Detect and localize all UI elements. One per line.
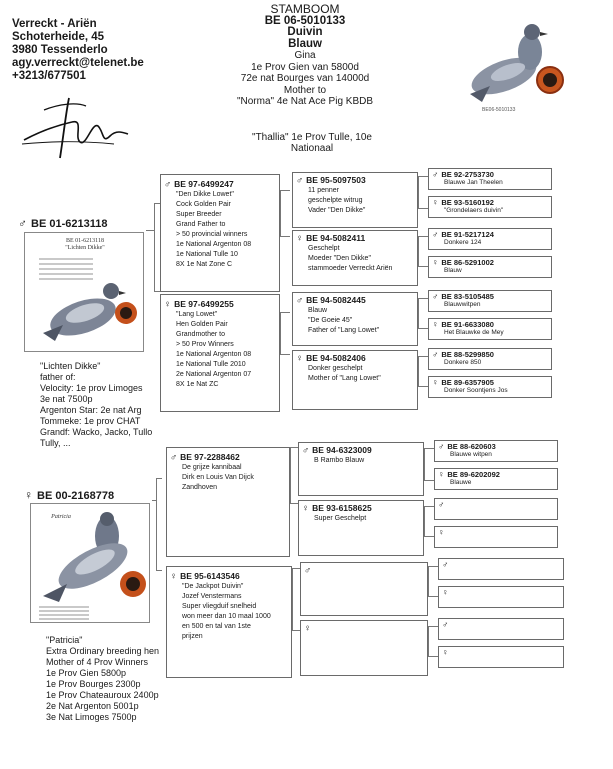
subject-sex: Duivin (287, 26, 323, 38)
female-icon: ♀ (170, 571, 178, 582)
info-line: Super vliegduif snelheid (182, 603, 257, 610)
info-line: Father of "Lang Lowet" (308, 327, 380, 334)
ring-number: BE 97-6499255 (174, 299, 234, 309)
ring-number: BE 95-6143546 (180, 571, 240, 581)
subject-name: Gina (294, 50, 316, 61)
ring-number: BE 94-5082406 (306, 353, 366, 363)
ring-number: BE 93-5160192 (441, 198, 494, 207)
info-line: 1e National Argenton 08 (176, 241, 252, 248)
male-icon: ♂ (302, 445, 310, 456)
sire-card-ring: BE 01-6213118 (66, 238, 104, 244)
info-line: Blauwe Jan Theelen (444, 179, 503, 186)
male-icon: ♂ (432, 349, 439, 359)
ring-number: BE 86-5291002 (441, 258, 494, 267)
pedigree-box-gen3 (428, 376, 552, 398)
info-line: stammoeder Verreckt Ariën (308, 265, 393, 272)
pedigree-box-gen2-empty (300, 562, 428, 616)
male-icon: ♂ (442, 559, 449, 569)
info-line: Mother of "Lang Lowet" (308, 375, 381, 382)
dam-desc-line: 1e Prov Chateauroux 2400p (46, 690, 159, 700)
dam-desc-line: 2e Nat Argenton 5001p (46, 701, 139, 711)
info-line: Blauw (444, 267, 462, 274)
subject-photo-caption: BE06-5010133 (482, 107, 516, 113)
ring-number: BE 89-6357905 (441, 378, 494, 387)
sire-desc-line: Tully, ... (40, 438, 71, 448)
info-line: Blauwe (450, 479, 472, 486)
info-line: Geschelpt (308, 245, 340, 252)
sire-desc-line: 3e nat 7500p (40, 394, 93, 404)
info-line: > 50 Prov Winners (176, 341, 234, 348)
male-icon: ♂ (438, 499, 445, 509)
dam-desc-line: 3e Nat Limoges 7500p (46, 712, 137, 722)
pedigree-box-gen3 (434, 440, 558, 462)
pedigree-box-gen3-empty (438, 646, 564, 668)
signature (14, 92, 134, 162)
info-line: Hen Golden Pair (176, 321, 228, 328)
dam-photo-card (30, 503, 150, 623)
pigeon-image (460, 14, 565, 109)
female-icon: ♀ (302, 503, 310, 514)
ring-number: BE 94-6323009 (312, 445, 372, 455)
pedigree-box-gen2 (292, 230, 418, 286)
female-icon: ♀ (432, 257, 439, 267)
dam-desc-line: Mother of 4 Prov Winners (46, 657, 149, 667)
info-line: "De Jackpot Duivin" (182, 583, 244, 590)
info-line: Dirk en Louis Van Dijck (182, 474, 254, 481)
info-line: geschelpte witrug (308, 197, 363, 204)
subject-photo (460, 14, 565, 122)
male-icon: ♂ (18, 216, 27, 230)
male-icon: ♂ (170, 452, 178, 463)
pedigree-box-gen3 (428, 168, 552, 190)
info-line: 1e National Tulle 2010 (176, 361, 246, 368)
pedigree-box-gen3 (434, 468, 558, 490)
info-line: Super Breeder (176, 211, 222, 218)
female-icon: ♀ (304, 623, 312, 634)
info-line: en 500 en tal van 1ste (182, 623, 251, 630)
male-icon: ♂ (296, 295, 304, 306)
info-line: 8X 1e Nat Zone C (176, 261, 233, 268)
info-line: Donkere 124 (444, 239, 482, 246)
ring-number: BE 91-6633080 (441, 320, 494, 329)
info-line: 8X 1e Nat ZC (176, 381, 219, 388)
info-line: Blauw (308, 307, 328, 314)
owner-phone: +3213/677501 (12, 70, 86, 82)
female-icon: ♀ (438, 469, 445, 479)
sire-desc-line: Grandf: Wacko, Jacko, Tullo (40, 427, 153, 437)
ring-number: BE 83-5105485 (441, 292, 494, 301)
info-line: "Grondelaers duivin" (444, 207, 504, 214)
sire-desc-line: Tommeke: 1e prov CHAT (40, 416, 141, 426)
info-line: 2e National Argenton 07 (176, 371, 252, 378)
pedigree-box-gen2 (292, 350, 418, 410)
info-line: "Den Dikke Lowet" (176, 191, 234, 198)
info-line: Super Geschelpt (314, 515, 367, 522)
ring-number: BE 94-5082445 (306, 295, 366, 305)
pedigree-box-gen3-empty (434, 526, 558, 548)
male-icon: ♂ (432, 229, 439, 239)
ring-number: BE 91-5217124 (441, 230, 494, 239)
female-icon: ♀ (164, 299, 172, 310)
mother-note: "Thallia" 1e Prov Tulle, 10e Nationaal (252, 132, 372, 154)
sire-description (40, 361, 152, 449)
info-line: Het Blauwke de Mey (444, 329, 504, 336)
sire-desc-line: Velocity: 1e prov Limoges (40, 383, 143, 393)
pedigree-box-gen2-empty (300, 620, 428, 676)
owner-street: Schoterheide, 45 (12, 31, 105, 43)
pedigree-box-gen3 (428, 290, 552, 312)
pedigree-box-sire-dam (160, 294, 280, 412)
male-icon: ♂ (296, 175, 304, 186)
ring-number: BE 97-2288462 (180, 452, 240, 462)
female-icon: ♀ (296, 353, 304, 364)
info-line: "Lang Lowet" (176, 311, 218, 318)
pedigree-box-gen3-empty (438, 586, 564, 608)
female-icon: ♀ (296, 233, 304, 244)
dam-desc-line: 1e Prov Bourges 2300p (46, 679, 141, 689)
info-line: Zandhoven (182, 484, 218, 491)
ring-number: BE 89-6202092 (447, 470, 500, 479)
pedigree-header (180, 4, 430, 108)
info-line: won meer dan 10 maal 1000 (182, 613, 271, 620)
info-line: Donkere 850 (444, 359, 482, 366)
info-line: "De Goeie 45" (308, 317, 353, 324)
dam-ring: BE 00-2168778 (37, 490, 115, 502)
info-line: B Rambo Blauw (314, 457, 365, 464)
info-line: 11 penner (308, 187, 340, 194)
subject-line: 72e nat Bourges van 14000d (240, 73, 370, 84)
dam-card-name: Patricia (51, 514, 71, 520)
dam-desc-line: "Patricia" (46, 635, 83, 645)
ring-number: BE 93-6158625 (312, 503, 372, 513)
info-line: 1e National Argenton 08 (176, 351, 252, 358)
female-icon: ♀ (432, 319, 439, 329)
info-line: Donker geschelpt (308, 365, 363, 372)
pedigree-box-gen3 (428, 318, 552, 340)
ring-number: BE 94-5082411 (306, 233, 366, 243)
female-icon: ♀ (442, 647, 449, 657)
pedigree-box-dam-dam (166, 566, 292, 678)
pedigree-box-gen3 (428, 348, 552, 370)
ring-number: BE 88-620603 (447, 442, 496, 451)
female-icon: ♀ (442, 587, 449, 597)
pedigree-box-gen3-empty (438, 558, 564, 580)
pedigree-box-gen2 (292, 172, 418, 228)
female-icon: ♀ (432, 377, 439, 387)
subject-ring: BE 06-5010133 (264, 14, 346, 27)
male-icon: ♂ (442, 619, 449, 629)
subject-line: "Norma" 4e Nat Ace Pig KBDB (236, 96, 374, 107)
subject-color: Blauw (288, 37, 322, 50)
ring-number: BE 97-6499247 (174, 179, 234, 189)
page-title: STAMBOOM (270, 2, 340, 16)
pedigree-box-gen2 (298, 442, 424, 496)
dam-pigeon-image (37, 510, 149, 602)
male-icon: ♂ (432, 169, 439, 179)
info-line: Blauwwitpen (444, 301, 481, 308)
ring-number: BE 95-5097503 (306, 175, 366, 185)
pedigree-box-gen3 (428, 228, 552, 250)
owner-name: Verreckt - Ariën (12, 18, 97, 30)
dam-card-textblock (39, 604, 89, 622)
owner-email: agy.verreckt@telenet.be (12, 57, 144, 69)
sire-desc-line: father of: (40, 372, 76, 382)
info-line: Blauwe witpen (450, 451, 492, 458)
dam-description (46, 635, 159, 723)
male-icon: ♂ (432, 291, 439, 301)
male-icon: ♂ (164, 179, 172, 190)
info-line: Jozef Venstermans (182, 593, 242, 600)
dam-ring-label (24, 488, 114, 502)
sire-photo-card (24, 232, 144, 352)
sire-ring: BE 01-6213118 (31, 218, 108, 230)
pedigree-box-sire-sire (160, 174, 280, 292)
info-line: Cock Golden Pair (176, 201, 231, 208)
dam-desc-line: Extra Ordinary breeding hen (46, 646, 160, 656)
male-icon: ♂ (438, 441, 445, 451)
info-line: Grandmother to (176, 331, 226, 338)
pedigree-box-gen3 (428, 256, 552, 278)
pedigree-box-gen3-empty (438, 618, 564, 640)
info-line: Donker Soontjens Jos (444, 387, 508, 394)
info-line: > 50 provincial winners (176, 231, 248, 238)
owner-city: 3980 Tessenderlo (12, 44, 108, 56)
info-line: prijzen (182, 633, 203, 640)
info-line: Moeder "Den Dikke" (308, 255, 371, 262)
ring-number: BE 88-5299850 (441, 350, 494, 359)
sire-desc-line: Argenton Star: 2e nat Arg (40, 405, 142, 415)
info-line: Vader "Den Dikke" (308, 207, 366, 214)
sire-desc-line: "Lichten Dikke" (40, 361, 101, 371)
pedigree-box-gen2 (292, 292, 418, 346)
female-icon: ♀ (438, 527, 445, 537)
subject-line: 1e Prov Gien van 5800d (251, 61, 359, 73)
female-icon: ♀ (432, 197, 439, 207)
pedigree-box-gen3 (428, 196, 552, 218)
female-icon: ♀ (24, 488, 33, 502)
info-line: De grijze kannibaal (182, 464, 242, 471)
sire-pigeon-image (35, 277, 140, 349)
pedigree-box-gen3-empty (434, 498, 558, 520)
subject-line: Mother to (283, 84, 327, 96)
dam-desc-line: 1e Prov Gien 5800p (46, 668, 127, 678)
sire-card-name: "Lichten Dikke" (65, 245, 105, 251)
owner-block (12, 18, 144, 83)
info-line: 1e National Tulle 10 (176, 251, 238, 258)
pedigree-box-gen2 (298, 500, 424, 556)
pedigree-box-dam-sire (166, 447, 290, 557)
sire-ring-label (18, 216, 107, 230)
male-icon: ♂ (304, 565, 312, 576)
ring-number: BE 92-2753730 (441, 170, 494, 179)
info-line: Grand Father to (176, 221, 226, 228)
